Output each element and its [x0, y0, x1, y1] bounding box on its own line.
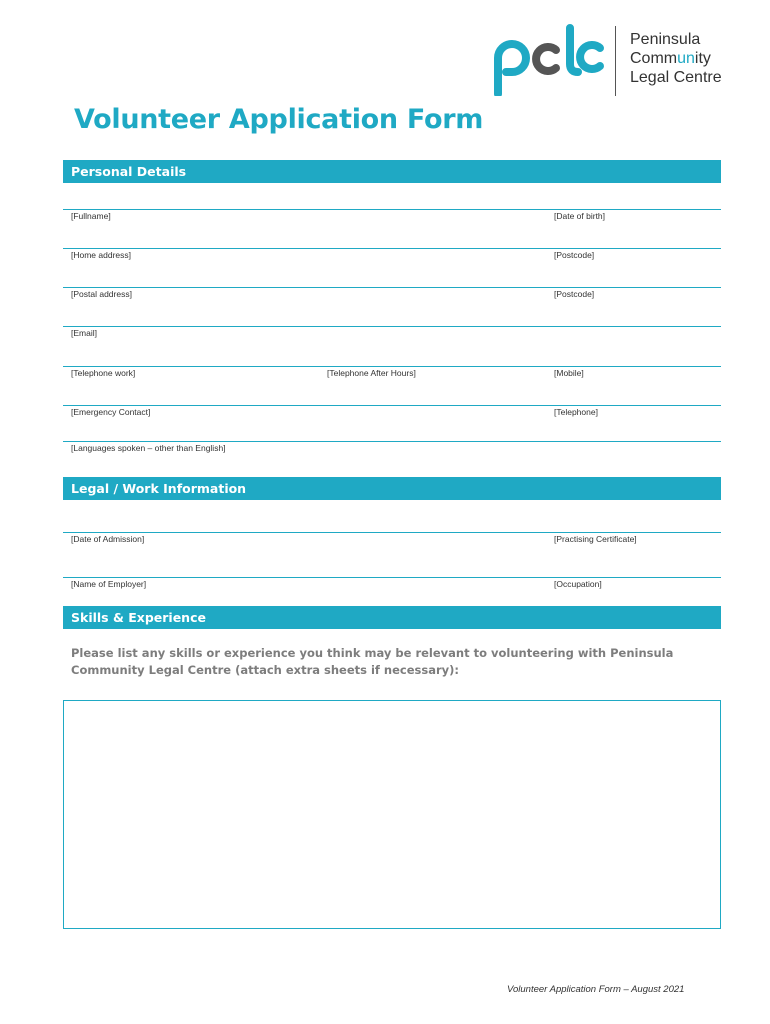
home-address-field[interactable]: [Home address] [71, 250, 131, 260]
email-field[interactable]: [Email] [71, 328, 97, 338]
postal-postcode-field[interactable]: [Postcode] [554, 289, 595, 299]
postal-address-field[interactable]: [Postal address] [71, 289, 132, 299]
row-divider [63, 441, 721, 442]
org-name-line-3: Legal Centre [630, 69, 722, 86]
page-footer: Volunteer Application Form – August 2021 [507, 984, 685, 995]
org-name-line-1: Peninsula [630, 31, 701, 48]
row-divider [63, 405, 721, 406]
row-divider [63, 532, 721, 533]
date-of-birth-field[interactable]: [Date of birth] [554, 211, 606, 221]
languages-field[interactable]: [Languages spoken – other than English] [71, 443, 226, 453]
row-divider [63, 366, 721, 367]
org-name-line-2: Community [630, 50, 711, 67]
row-divider [63, 287, 721, 288]
occupation-field[interactable]: [Occupation] [554, 579, 602, 589]
home-postcode-field[interactable]: [Postcode] [554, 250, 595, 260]
section-skills-experience: Skills & Experience [63, 606, 721, 629]
logo-divider [615, 26, 616, 96]
section-personal-details: Personal Details [63, 160, 721, 183]
section-legal-work: Legal / Work Information [63, 477, 721, 500]
page-title: Volunteer Application Form [74, 104, 484, 135]
employer-field[interactable]: [Name of Employer] [71, 579, 147, 589]
fullname-field[interactable]: [Fullname] [71, 211, 111, 221]
date-of-admission-field[interactable]: [Date of Admission] [71, 534, 145, 544]
skills-textarea[interactable] [63, 700, 721, 929]
emergency-telephone-field[interactable]: [Telephone] [554, 407, 598, 417]
emergency-contact-field[interactable]: [Emergency Contact] [71, 407, 151, 417]
pclc-logo-mark [492, 24, 612, 96]
row-divider [63, 326, 721, 327]
telephone-after-hours-field[interactable]: [Telephone After Hours] [327, 368, 416, 378]
skills-instructions: Please list any skills or experience you think may be relevant to volunteering with Peninsula Community Legal Centre (attach extra sheets if necessary): [71, 646, 674, 677]
pclc-logo [492, 24, 742, 96]
practising-certificate-field[interactable]: [Practising Certificate] [554, 534, 637, 544]
row-divider [63, 248, 721, 249]
org-name [630, 30, 722, 87]
row-divider [63, 209, 721, 210]
row-divider [63, 577, 721, 578]
mobile-field[interactable]: [Mobile] [554, 368, 584, 378]
telephone-work-field[interactable]: [Telephone work] [71, 368, 136, 378]
